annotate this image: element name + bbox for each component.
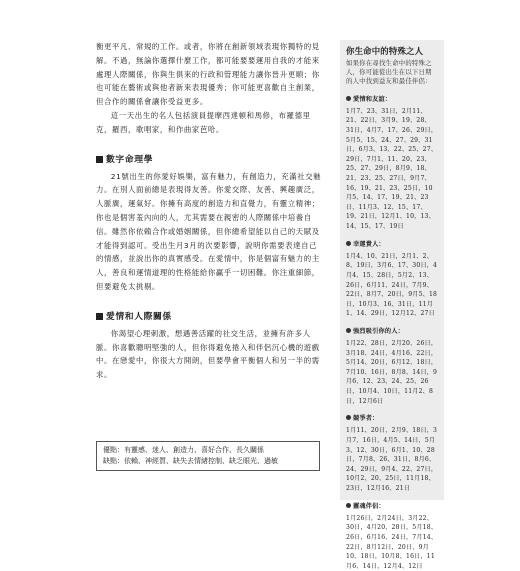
sidebar-section-attraction [346, 327, 438, 406]
paragraph-numerology: 21號出生的你愛好娛樂，富有魅力，有創造力，充滿社交魅力。在別人面前總是表現得友善。你愛交際、友善、興趣廣泛，人脈廣，運氣好。你擁有高度的創造力和直覺力，有靈立精神；你也是個害羞內向的人，尤其需要在親密的人際關係中培養自信。雖然你依賴合作或婚姻關係，但你總希望能以自己的天賦及才能得到認可。受出生月3月的次要影響，說明你需要表達自己的情感，並說出你的真實感受。在愛情中，你是個富有魅力的主人，善良和運情道理的性格能給你贏乎一切困難。你注重細節，但要避免太挑剔。 [96, 171, 322, 291]
sidebar-dates: 1月4、10、21日，2月1、2、8、19日，3月6、17、30日，4月4、15、28日，5月2、13、26日，6月11、24日，7月9、22日，8月7、20日，9月5、18日，10月3、16、31日，11月1、14、29日，12月12、27日 [346, 252, 438, 318]
sidebar-dates: 1月22、28日，2月20、26日，3月18、24日，4月16、22日，5月14、20日，6月12、18日，7月10、16日，8月8、14日，9月6、12、23、24、25、26日，10月4、10日，11月2、8日，12月6日 [346, 340, 438, 405]
section-title: 愛情和人際關係 [106, 311, 172, 322]
sidebar-section-love [346, 95, 438, 232]
bullet-dot-icon [346, 241, 351, 246]
section-heading-numerology [96, 152, 322, 168]
square-bullet-icon [96, 313, 103, 320]
sidebar-heading: 競爭者： [353, 415, 379, 423]
weaknesses-line: 缺點：依賴、神經質、缺失去情緒控制、缺乏眼光、過敏 [103, 457, 278, 465]
sidebar [340, 40, 444, 570]
traits-box [96, 441, 320, 471]
main-column [96, 40, 322, 382]
sidebar-dates: 1月7、23、31日，2月11、21、22日，3月9、19、28、31日，4月7、17、26、29日，5月5、15、24、27、29、31日，6月3、13、22、25、27、29日，7月1、11、20、23、25、27、29日，8月9、18、21、23、25、27日，9月7、16、19、21、23、25日，10月5、14、17、19、21、23日，11月3、12、15、17、19、21日，12月1、10、13、14、15、17、19日 [346, 107, 438, 230]
sidebar-section-lucky [346, 240, 438, 319]
section-heading-love [96, 309, 322, 325]
sidebar-heading: 強烈吸引你的人： [353, 327, 405, 335]
strengths-line: 優點：有靈感、迷人、創造力、喜好合作、長久關係 [103, 446, 264, 454]
bullet-dot-icon [346, 328, 351, 333]
bullet-dot-icon [346, 415, 351, 420]
sidebar-heading: 幸運貴人： [353, 240, 385, 248]
paragraph-celebrities: 這一天出生的名人包括演員提摩西達頓和馬修，布羅德里克，羅西，歌唱家，和作曲家芭哈。 [96, 110, 311, 134]
sidebar-section-soulmates [346, 502, 438, 571]
bullet-dot-icon [346, 96, 351, 101]
paragraph-intro: 衡更平凡、常規的工作。或者，你將在創新領域表現你獨特的見解。不過，無論你選擇什麼工作，都可能要要運用自我的才能來處理人際關係，你與生俱來的行政和管理能力讓你晉升更順；你也可能在藝術或與他者新來表現優秀；你可能更喜歡自主創業，但合作的關係會讓你受益更多。 [96, 42, 320, 107]
sidebar-title: 你生命中的特殊之人 [346, 46, 424, 56]
section-title: 數字命理學 [106, 154, 153, 165]
sidebar-dates: 1月11、20日，2月9、18日，3月7、16日，4月5、14日，5月3、12、30日，6月1、10、28日，7月8、26、31日，8月6、24、29日，9月4、22、27日，10月2、20、25日，11月18、23日，12月16、21日 [346, 427, 438, 493]
sidebar-dates: 1月26日，2月24日，3月22、30日，4月20、28日，5月18、26日，6月16、24日，7月14、22日，8月12日，20日，9月10、18日，10月8、16日，11月6、14日，12月4、12日 [346, 514, 438, 570]
sidebar-intro: 如果你在尋找生命中的特殊之人，你可能從出生在以下日期的人中找到益友和最佳伴侶： [346, 59, 432, 86]
sidebar-section-rivals [346, 414, 438, 493]
bullet-dot-icon [346, 503, 351, 508]
paragraph-love: 你渴望心理刺激，想遇善活躍的社交生活，並擁有許多人脈。你喜歡聰明堅強的人，但你得避免捲入和伴侶沉心機的遊戲中。在戀愛中，你很大方開朗，但要學會平衡個人和另一半的需求。 [96, 328, 320, 380]
sidebar-heading: 靈魂伴侶： [353, 502, 385, 510]
square-bullet-icon [96, 156, 103, 163]
sidebar-heading: 愛情和友誼： [353, 95, 392, 103]
